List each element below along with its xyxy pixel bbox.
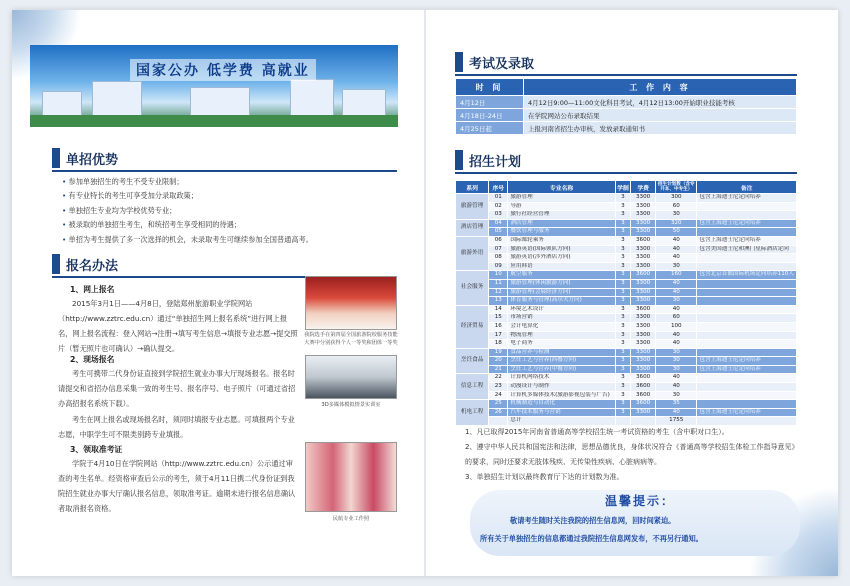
section-marker bbox=[52, 254, 60, 274]
major-cell: 国际邮轮乘务 bbox=[508, 236, 616, 245]
tuition-cell: 3300 bbox=[631, 314, 656, 323]
major-cell: 旅行社经营管理 bbox=[508, 211, 616, 220]
department-cell: 信息工程 bbox=[456, 374, 489, 400]
tuition-cell: 3600 bbox=[631, 271, 656, 280]
major-cell: 应用韩语 bbox=[508, 262, 616, 271]
remark-cell bbox=[697, 374, 797, 383]
number-cell: 23 bbox=[489, 383, 508, 392]
quota-cell: 300 bbox=[656, 194, 697, 203]
step-title: 3、领取准考证 bbox=[70, 445, 123, 454]
remark-cell bbox=[697, 279, 797, 288]
remark-cell bbox=[697, 262, 797, 271]
tuition-cell: 3600 bbox=[631, 374, 656, 383]
tuition-cell: 3300 bbox=[631, 279, 656, 288]
column-header: 学费 bbox=[631, 181, 656, 194]
remark-cell bbox=[697, 400, 797, 409]
campus-banner-image bbox=[30, 45, 398, 127]
reminder-line: 敬请考生随时关注我院的招生信息网，回时间紧迫。 bbox=[510, 516, 676, 525]
number-cell: 02 bbox=[489, 202, 508, 211]
quota-cell: 100 bbox=[656, 322, 697, 331]
table-row bbox=[456, 340, 797, 349]
years-cell: 3 bbox=[615, 391, 630, 400]
step-title: 2、现场报名 bbox=[70, 355, 115, 364]
tuition-cell: 3600 bbox=[631, 400, 656, 409]
major-cell: 电子商务 bbox=[508, 340, 616, 349]
number-cell: 20 bbox=[489, 357, 508, 366]
tuition-cell: 3300 bbox=[631, 202, 656, 211]
table-row bbox=[456, 262, 797, 271]
number-cell: 01 bbox=[489, 194, 508, 203]
reminder-title: 温馨提示： bbox=[605, 494, 676, 508]
tuition-cell: 3300 bbox=[631, 322, 656, 331]
number-cell: 26 bbox=[489, 408, 508, 417]
number-cell: 12 bbox=[489, 288, 508, 297]
note-item: 1、凡已取得2015年河南省普通高等学校招生统一考试资格的考生（含中职对口生）。 bbox=[465, 428, 729, 436]
table-header-row bbox=[456, 181, 797, 194]
years-cell: 3 bbox=[615, 340, 630, 349]
tuition-cell: 3300 bbox=[631, 340, 656, 349]
years-cell: 3 bbox=[615, 254, 630, 263]
building-shape bbox=[92, 81, 142, 117]
remark-cell bbox=[697, 383, 797, 392]
major-cell: 动漫设计与制作 bbox=[508, 383, 616, 392]
column-header: 序号 bbox=[489, 181, 508, 194]
major-cell: 餐饮管理与服务 bbox=[508, 228, 616, 237]
section-title: 报名办法 bbox=[66, 258, 119, 274]
section-title: 单招优势 bbox=[66, 152, 119, 168]
section-header-exam bbox=[455, 52, 534, 72]
remark-cell bbox=[697, 340, 797, 349]
quota-cell: 40 bbox=[656, 340, 697, 349]
reminder-line: 所有关于单独招生的信息都通过我院招生信息网发布，不再另行通知。 bbox=[480, 534, 703, 543]
tuition-cell: 3600 bbox=[631, 391, 656, 400]
number-cell: 25 bbox=[489, 400, 508, 409]
number-cell: 13 bbox=[489, 297, 508, 306]
years-cell: 3 bbox=[615, 228, 630, 237]
remark-cell bbox=[697, 254, 797, 263]
table-row bbox=[456, 314, 797, 323]
section-header-advantages bbox=[52, 148, 118, 168]
number-cell: 22 bbox=[489, 374, 508, 383]
date-cell: 4月12日 bbox=[456, 96, 524, 109]
quota-cell: 1755 bbox=[656, 417, 697, 426]
major-cell: 烹饪工艺与营养(西餐方向) bbox=[508, 357, 616, 366]
step-text: 考生可携带二代身份证直接到学院招生就业办事大厅现场报名。报名时请提交和省招办信息采集一致的考生号、报名序号、电子照片（可通过省招办高招报名系统下载）。 bbox=[58, 369, 296, 408]
step-text: 学院于4月10日在学院网站（http://www.zztrc.edu.cn）公示通过审查的考生名单。经资格审查后公示的考生，须于4月11日携二代身份证到我院招生就业办事大厅确认报名信息，领取准考证。逾期未进行报名信息确认者取消报名资格。 bbox=[58, 459, 296, 513]
years-cell: 3 bbox=[615, 348, 630, 357]
years-cell: 3 bbox=[615, 288, 630, 297]
years-cell: 3 bbox=[615, 331, 630, 340]
quota-cell: 320 bbox=[656, 219, 697, 228]
tuition-cell: 3300 bbox=[631, 194, 656, 203]
section-underline bbox=[455, 74, 797, 76]
quota-cell: 50 bbox=[656, 228, 697, 237]
major-cell: 物流管理 bbox=[508, 331, 616, 340]
column-header: 系列 bbox=[456, 181, 489, 194]
major-cell: 旅游管理(休闲旅游方向) bbox=[508, 279, 616, 288]
remark-cell: 包含上海迪士尼定向培养 bbox=[697, 219, 797, 228]
step-title: 1、网上报名 bbox=[70, 285, 115, 294]
tuition-cell: 3300 bbox=[631, 254, 656, 263]
remark-cell: 包含上海迪士尼定向培养 bbox=[697, 408, 797, 417]
remark-cell bbox=[697, 348, 797, 357]
tuition-cell: 3300 bbox=[631, 288, 656, 297]
exam-schedule-table bbox=[455, 78, 797, 135]
quota-cell: 160 bbox=[656, 271, 697, 280]
column-header: 学制 bbox=[615, 181, 630, 194]
years-cell: 3 bbox=[615, 219, 630, 228]
number-cell: 06 bbox=[489, 236, 508, 245]
list-item: • 被录取的单独招生考生，和统招考生享受相同的待遇； bbox=[62, 218, 392, 232]
banner-slogan: 国家公办 低学费 高就业 bbox=[130, 59, 316, 81]
table-header-row bbox=[456, 79, 797, 96]
step-text: 考生在网上报名或现场报名时，须同时填报专业志愿。可填报两个专业志愿，中职学生可不限类别跨专业填报。 bbox=[58, 415, 295, 439]
section-title: 招生计划 bbox=[469, 154, 522, 170]
years-cell: 3 bbox=[615, 408, 630, 417]
number-cell: 14 bbox=[489, 305, 508, 314]
years-cell: 3 bbox=[615, 262, 630, 271]
lawn bbox=[30, 115, 398, 127]
list-item: • 单独招生专业均为学校优势专业； bbox=[62, 204, 392, 218]
tuition-cell: 3300 bbox=[631, 228, 656, 237]
major-cell: 导游 bbox=[508, 202, 616, 211]
quota-cell: 30 bbox=[656, 262, 697, 271]
major-cell: 环境艺术设计 bbox=[508, 305, 616, 314]
remark-cell bbox=[697, 228, 797, 237]
major-cell: 体育服务与管理(高尔夫方向) bbox=[508, 297, 616, 306]
table-row bbox=[456, 322, 797, 331]
table-row bbox=[456, 297, 797, 306]
quota-cell: 40 bbox=[656, 279, 697, 288]
major-cell: 计算机网络技术 bbox=[508, 374, 616, 383]
years-cell: 3 bbox=[615, 383, 630, 392]
table-row bbox=[456, 202, 797, 211]
tuition-cell: 3300 bbox=[631, 331, 656, 340]
award-photo bbox=[305, 276, 397, 330]
years-cell: 3 bbox=[615, 305, 630, 314]
remark-cell bbox=[697, 322, 797, 331]
number-cell: 24 bbox=[489, 391, 508, 400]
table-row bbox=[456, 357, 797, 366]
remark-cell: 包含上海迪士尼定向培养 bbox=[697, 194, 797, 203]
department-cell: 酒店管理 bbox=[456, 219, 489, 236]
number-cell: 10 bbox=[489, 271, 508, 280]
advantages-list bbox=[62, 175, 392, 247]
quota-cell: 40 bbox=[656, 288, 697, 297]
number-cell: 11 bbox=[489, 279, 508, 288]
remark-cell: 包含上海迪士尼定向培养 bbox=[697, 236, 797, 245]
tuition-cell: 3600 bbox=[631, 236, 656, 245]
years-cell: 3 bbox=[615, 374, 630, 383]
fold-line bbox=[424, 10, 426, 576]
section-marker bbox=[52, 148, 60, 168]
table-row bbox=[456, 245, 797, 254]
tuition-cell: 3300 bbox=[631, 408, 656, 417]
number-cell: 09 bbox=[489, 262, 508, 271]
section-title: 考试及录取 bbox=[469, 56, 535, 72]
section-underline bbox=[52, 170, 397, 172]
quota-cell: 30 bbox=[656, 348, 697, 357]
table-row bbox=[456, 271, 797, 280]
table-row bbox=[456, 109, 797, 122]
major-cell: 烹饪工艺与营养(中餐方向) bbox=[508, 365, 616, 374]
list-item: • 参加单独招生的考生不受专业限制； bbox=[62, 175, 392, 189]
column-header: 专业名称 bbox=[508, 181, 616, 194]
years-cell: 3 bbox=[615, 194, 630, 203]
reminder-box bbox=[470, 490, 800, 556]
table-row bbox=[456, 383, 797, 392]
table-row bbox=[456, 236, 797, 245]
department-cell: 社会服务 bbox=[456, 271, 489, 305]
section-header-plan bbox=[455, 150, 521, 170]
quota-cell: 40 bbox=[656, 305, 697, 314]
major-cell: 食品营养与检测 bbox=[508, 348, 616, 357]
note-item: 2、遵守中华人民共和国宪法和法律，思想品德优良，身体状况符合《普通高等学校招生体检工作指导意见》的要求，同时还要求无肢体残疾、无传染性疾病、心脏病病等。 bbox=[465, 443, 799, 466]
table-row bbox=[456, 400, 797, 409]
table-row bbox=[456, 365, 797, 374]
tuition-cell: 3300 bbox=[631, 348, 656, 357]
remark-cell bbox=[697, 288, 797, 297]
major-cell: 计算机多媒体技术(旅游影视包装与广告) bbox=[508, 391, 616, 400]
years-cell: 3 bbox=[615, 271, 630, 280]
list-item: • 有专业特长的考生可享受加分录取政策； bbox=[62, 189, 392, 203]
remark-cell: 包含上海迪士尼定向培养 bbox=[697, 365, 797, 374]
number-cell: 04 bbox=[489, 219, 508, 228]
quota-cell: 60 bbox=[656, 314, 697, 323]
table-row bbox=[456, 391, 797, 400]
years-cell: 3 bbox=[615, 211, 630, 220]
enrollment-plan-table bbox=[455, 180, 797, 426]
major-cell: 酒店管理 bbox=[508, 219, 616, 228]
quota-cell: 30 bbox=[656, 365, 697, 374]
number-cell: 05 bbox=[489, 228, 508, 237]
years-cell: 3 bbox=[615, 236, 630, 245]
years-cell: 3 bbox=[615, 322, 630, 331]
table-row bbox=[456, 305, 797, 314]
years-cell: 3 bbox=[615, 279, 630, 288]
years-cell: 3 bbox=[615, 365, 630, 374]
table-row bbox=[456, 331, 797, 340]
department-cell: 经济贸易 bbox=[456, 305, 489, 348]
table-row bbox=[456, 122, 797, 135]
number-cell: 16 bbox=[489, 322, 508, 331]
number-cell: 03 bbox=[489, 211, 508, 220]
department-cell: 旅游管理 bbox=[456, 194, 489, 220]
number-cell: 07 bbox=[489, 245, 508, 254]
tuition-cell: 3300 bbox=[631, 219, 656, 228]
years-cell: 3 bbox=[615, 202, 630, 211]
section-header-apply bbox=[52, 254, 118, 274]
training-room-photo bbox=[305, 355, 397, 399]
photo-caption: 3D多媒体模拟情景实训室 bbox=[321, 402, 381, 408]
building-shape bbox=[342, 89, 386, 117]
number-cell: 15 bbox=[489, 314, 508, 323]
remark-cell bbox=[697, 314, 797, 323]
table-row bbox=[456, 219, 797, 228]
department-cell: 旅游外语 bbox=[456, 236, 489, 270]
quota-cell: 30 bbox=[656, 211, 697, 220]
table-row bbox=[456, 348, 797, 357]
remark-cell bbox=[697, 211, 797, 220]
quota-cell: 40 bbox=[656, 245, 697, 254]
photo-caption: 民航专业工作照 bbox=[332, 516, 370, 522]
table-row bbox=[456, 408, 797, 417]
major-cell: 航空服务 bbox=[508, 271, 616, 280]
quota-cell: 30 bbox=[656, 297, 697, 306]
photo-caption: 我院选手在第四届全国旅游院校服务技能大赛中分别获得个人一等奖和团体一等奖 bbox=[304, 332, 398, 346]
number-cell: 08 bbox=[489, 254, 508, 263]
building-shape bbox=[42, 91, 82, 117]
table-row bbox=[456, 194, 797, 203]
major-cell: 机械制造与自动化 bbox=[508, 400, 616, 409]
table-row bbox=[456, 374, 797, 383]
table-row bbox=[456, 279, 797, 288]
section-marker bbox=[455, 150, 463, 170]
major-cell: 总计 bbox=[508, 417, 616, 426]
building-shape bbox=[290, 79, 334, 117]
remark-cell bbox=[697, 202, 797, 211]
major-cell: 会计电算化 bbox=[508, 322, 616, 331]
quota-cell: 40 bbox=[656, 408, 697, 417]
table-row bbox=[456, 254, 797, 263]
quota-cell: 40 bbox=[656, 254, 697, 263]
quota-cell: 30 bbox=[656, 357, 697, 366]
quota-cell: 30 bbox=[656, 391, 697, 400]
years-cell: 3 bbox=[615, 297, 630, 306]
years-cell: 3 bbox=[615, 314, 630, 323]
major-cell: 旅游英语(国际领队方向) bbox=[508, 245, 616, 254]
section-underline bbox=[455, 172, 797, 174]
years-cell: 3 bbox=[615, 245, 630, 254]
table-row bbox=[456, 211, 797, 220]
number-cell: 19 bbox=[489, 348, 508, 357]
major-cell: 市场营销 bbox=[508, 314, 616, 323]
tuition-cell: 3300 bbox=[631, 365, 656, 374]
remark-cell: 包含上海迪士尼定向培养 bbox=[697, 357, 797, 366]
content-cell: 上报河南省招生办审核，发放录取通知书 bbox=[524, 122, 797, 135]
column-header: 招生计划数（含专升本、中专生） bbox=[656, 181, 697, 194]
tuition-cell: 3300 bbox=[631, 262, 656, 271]
remark-cell: 包含北京首都国际机场定向培养110人 bbox=[697, 271, 797, 280]
quota-cell: 35 bbox=[656, 400, 697, 409]
remark-cell bbox=[697, 391, 797, 400]
department-cell: 机电工程 bbox=[456, 400, 489, 426]
date-cell: 4月18日-24日 bbox=[456, 109, 524, 122]
tuition-cell: 3600 bbox=[631, 383, 656, 392]
column-header: 时 间 bbox=[456, 79, 524, 96]
department-cell: 烹饪食品 bbox=[456, 348, 489, 374]
years-cell: 3 bbox=[615, 357, 630, 366]
plan-table-body bbox=[456, 194, 797, 426]
column-header: 工 作 内 容 bbox=[524, 79, 797, 96]
quota-cell: 40 bbox=[656, 236, 697, 245]
number-cell: 17 bbox=[489, 331, 508, 340]
step-text: 2015年3月1日——4月8日，登陆郑州旅游职业学院网站（http://www.zztrc.edu.cn）通过“单独招生网上报名系统”进行网上报名，网上报名流程：登入网站→注册→填写考生信息→填报专业志愿→提交照片（暂无照片也可确认）→确认提交。 bbox=[58, 299, 298, 353]
major-cell: 旅游管理(会展经济方向) bbox=[508, 288, 616, 297]
content-cell: 4月12日9:00—11:00文化科目考试，4月12日13:00开始职业技能考核 bbox=[524, 96, 797, 109]
major-cell: 旅游英语(涉外酒店方向) bbox=[508, 254, 616, 263]
airline-staff-photo bbox=[305, 442, 397, 512]
quota-cell: 40 bbox=[656, 331, 697, 340]
content-cell: 在学院网站公布录取结果 bbox=[524, 109, 797, 122]
tuition-cell: 3300 bbox=[631, 357, 656, 366]
major-cell: 旅游管理 bbox=[508, 194, 616, 203]
quota-cell: 40 bbox=[656, 383, 697, 392]
tuition-cell: 3300 bbox=[631, 245, 656, 254]
remark-cell bbox=[697, 297, 797, 306]
section-marker bbox=[455, 52, 463, 72]
number-cell: 21 bbox=[489, 365, 508, 374]
quota-cell: 60 bbox=[656, 202, 697, 211]
column-header: 备注 bbox=[697, 181, 797, 194]
list-item: • 单招为考生提供了多一次选择的机会，未录取考生可继续参加全国普通高考。 bbox=[62, 233, 392, 247]
date-cell: 4月25日起 bbox=[456, 122, 524, 135]
years-cell: 3 bbox=[615, 400, 630, 409]
note-item: 3、单独招生计划以最终教育厅下达的计划数为准。 bbox=[465, 473, 624, 481]
quota-cell: 40 bbox=[656, 374, 697, 383]
tuition-cell: 3300 bbox=[631, 211, 656, 220]
major-cell: 汽车技术服务与营销 bbox=[508, 408, 616, 417]
remark-cell bbox=[697, 305, 797, 314]
eligibility-notes bbox=[465, 425, 800, 485]
number-cell: 18 bbox=[489, 340, 508, 349]
remark-cell bbox=[697, 331, 797, 340]
table-row bbox=[456, 288, 797, 297]
remark-cell: 包含美国迪士尼和澳门星际酒店定向 bbox=[697, 245, 797, 254]
tuition-cell: 3300 bbox=[631, 297, 656, 306]
table-row bbox=[456, 228, 797, 237]
table-row bbox=[456, 96, 797, 109]
tuition-cell: 3600 bbox=[631, 305, 656, 314]
building-shape bbox=[190, 87, 250, 117]
